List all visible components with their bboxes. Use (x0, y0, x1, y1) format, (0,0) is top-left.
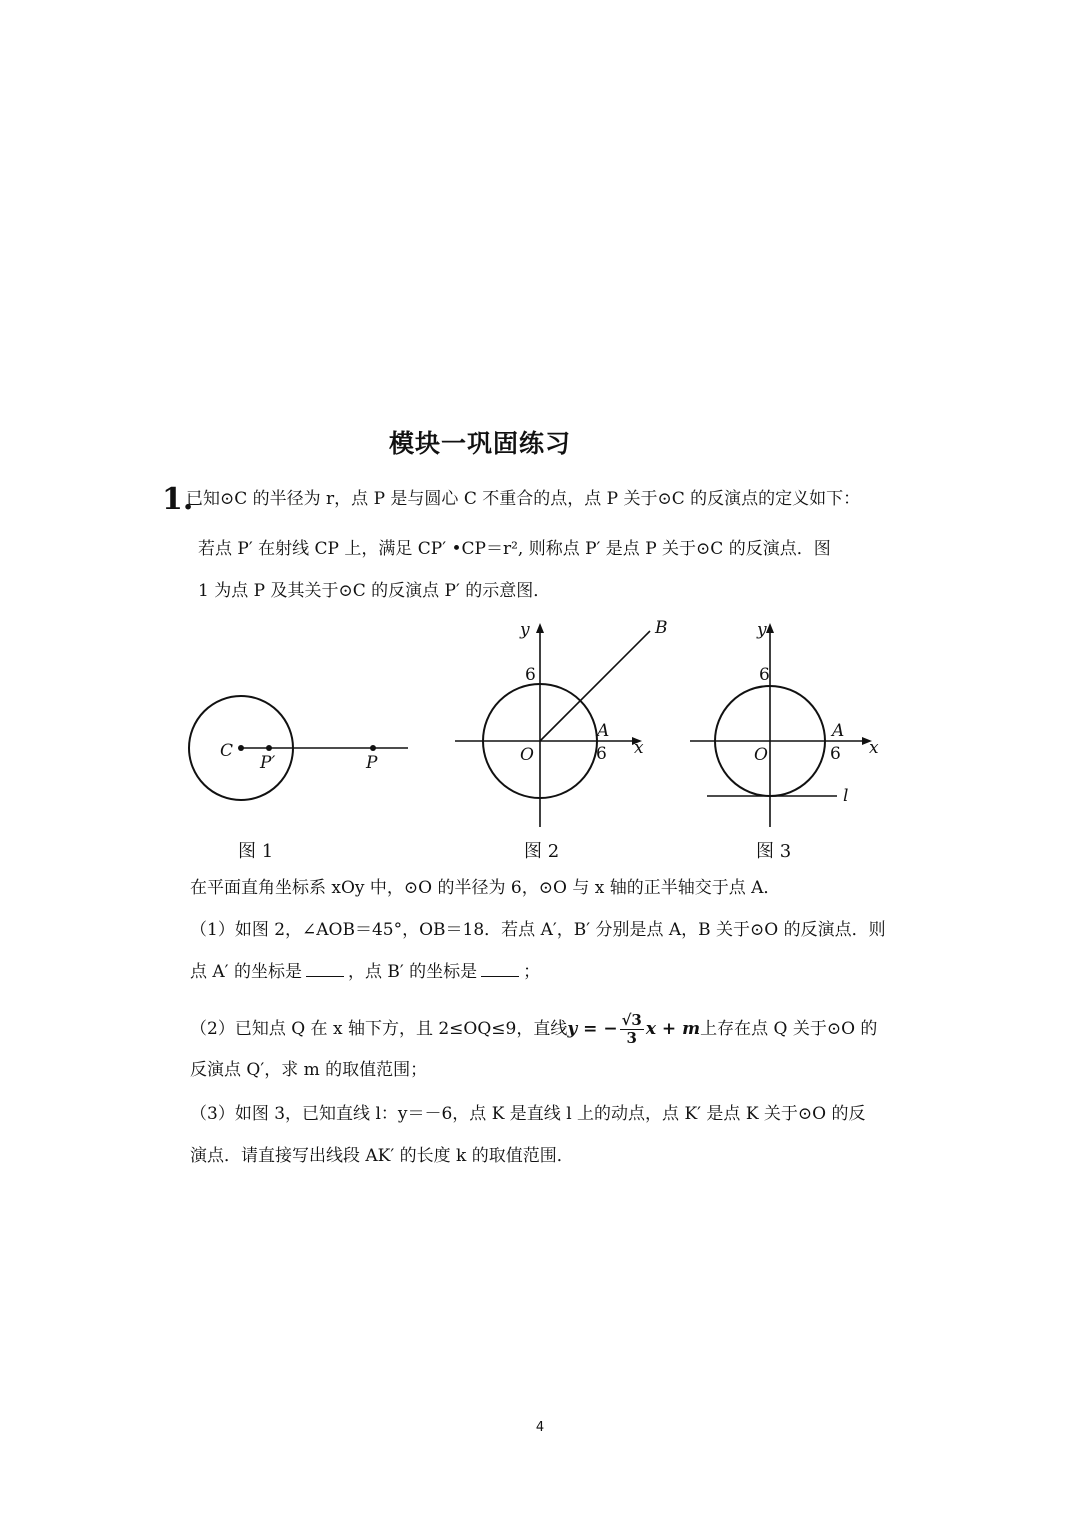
equation-fraction (620, 1012, 644, 1047)
fig2-label-o: O (520, 745, 534, 765)
part1-text-b: ，点 B′ 的坐标是 (347, 962, 478, 982)
fig2-label-y: y (520, 620, 530, 640)
definition-line-2: 1 为点 P 及其关于⊙C 的反演点 P′ 的示意图． (198, 581, 551, 601)
figure-3 (685, 615, 900, 830)
fig1-point-pprime (266, 745, 272, 751)
part2-text-a: （2）已知点 Q 在 x 轴下方，且 2≤OQ≤9，直线 (190, 1019, 568, 1039)
fig3-tick-6-y: 6 (759, 665, 770, 685)
figure-1 (180, 690, 420, 815)
fig1-point-p (370, 745, 376, 751)
intro-line: 已知⊙C 的半径为 r，点 P 是与圆心 C 不重合的点，点 P 关于⊙C 的反演点的定义如下： (186, 489, 861, 509)
equation-lhs: y = − (567, 1019, 618, 1039)
definition-line-1: 若点 P′ 在射线 CP 上，满足 CP′ •CP＝r², 则称点 P′ 是点 P 关于⊙C 的反演点．图 (198, 539, 831, 559)
question-number: 1. (162, 482, 194, 517)
part2-line-1 (190, 1012, 877, 1047)
figure-2-caption: 图 2 (524, 841, 560, 862)
fig2-tick-6-x: 6 (596, 744, 607, 764)
fraction-denominator: 3 (626, 1029, 637, 1047)
fig3-label-o: O (754, 745, 768, 765)
figure-1-caption: 图 1 (238, 841, 274, 862)
context-line: 在平面直角坐标系 xOy 中，⊙O 的半径为 6，⊙O 与 x 轴的正半轴交于点 A． (190, 878, 781, 898)
part1-text-a: 点 A′ 的坐标是 (190, 962, 302, 982)
equation-rhs: x + m (645, 1019, 701, 1039)
fig1-label-c: C (220, 741, 234, 761)
figure-2 (450, 615, 670, 830)
answer-blank-b-prime[interactable] (481, 960, 519, 977)
part2-line-2: 反演点 Q′，求 m 的取值范围； (190, 1060, 428, 1080)
part1-line-1: （1）如图 2，∠AOB＝45°，OB＝18．若点 A′，B′ 分别是点 A，B 关于⊙O 的反演点．则 (190, 920, 886, 940)
fig1-point-c (238, 745, 244, 751)
fig3-label-l: l (843, 786, 849, 806)
fig2-label-x: x (634, 738, 644, 758)
answer-blank-a-prime[interactable] (306, 960, 344, 977)
fig2-label-a: A (597, 721, 610, 741)
fig3-y-arrow (766, 623, 774, 633)
part1-line-2 (190, 960, 540, 984)
fig3-tick-6-x: 6 (830, 744, 841, 764)
fig1-label-p: P (366, 753, 378, 773)
figure-3-caption: 图 3 (756, 841, 792, 862)
part2-text-b: 上存在点 Q 关于⊙O 的 (700, 1019, 878, 1039)
fig1-label-pprime: P′ (260, 753, 276, 773)
fig2-label-b: B (655, 618, 668, 638)
fig2-y-arrow (536, 623, 544, 633)
part3-line-2: 演点．请直接写出线段 AK′ 的长度 k 的取值范围． (190, 1146, 574, 1166)
fig3-label-a: A (832, 721, 845, 741)
fig2-tick-6-y: 6 (525, 665, 536, 685)
part1-text-c: ； (523, 962, 541, 982)
part3-line-1: （3）如图 3，已知直线 l：y＝－6，点 K 是直线 l 上的动点，点 K′ 是点 K 关于⊙O 的反 (190, 1104, 866, 1124)
section-title: 模块一巩固练习 (388, 429, 571, 458)
page-number: 4 (535, 1420, 545, 1435)
fig3-label-x: x (869, 738, 879, 758)
fig3-label-y: y (757, 620, 767, 640)
fraction-numerator: √3 (621, 1011, 642, 1029)
